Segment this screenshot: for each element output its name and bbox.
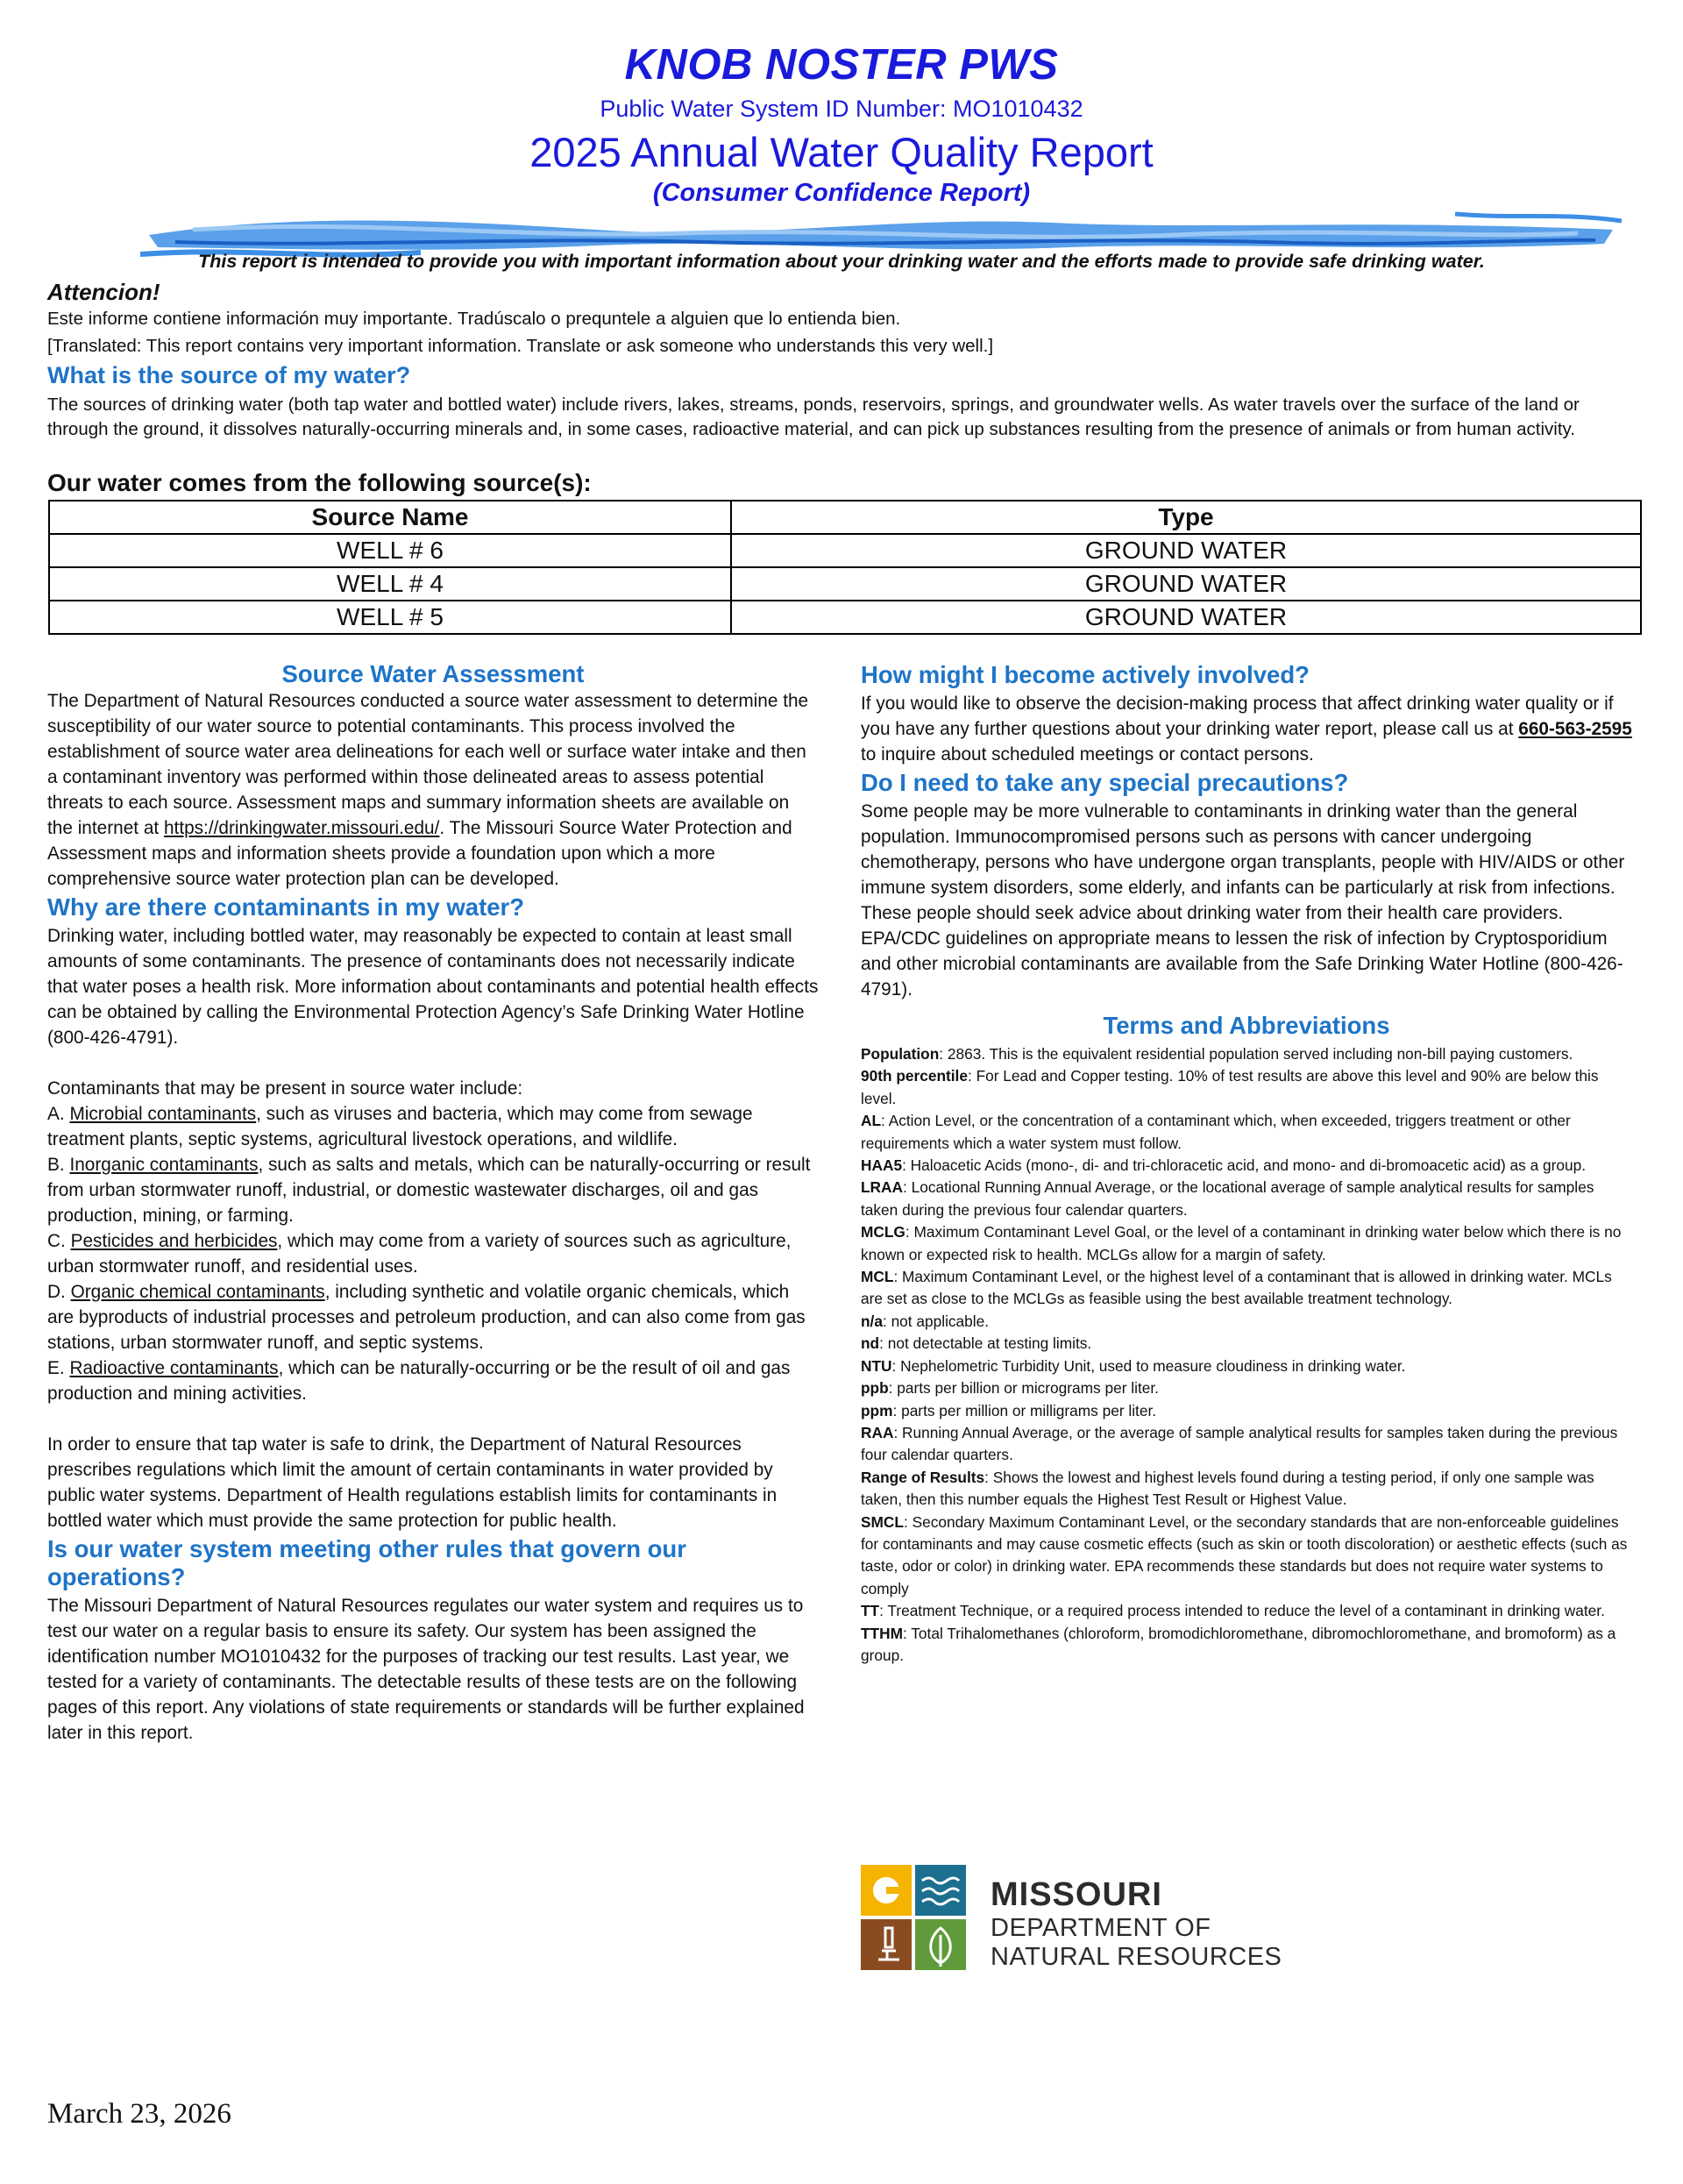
item-prefix: D.: [47, 1282, 71, 1302]
term-definition: : Maximum Contaminant Level, or the highest level of a contaminant that is allowed in drinking water. MCLs are set as close to the MCLGs as feasible using the best available treatment technology.: [861, 1268, 1612, 1308]
contaminant-text: , which may come from a variety of sources such as agriculture, urban stormwater runoff, and residential uses.: [47, 1231, 792, 1277]
source-table: [48, 500, 1642, 635]
term-label: MCLG: [861, 1223, 905, 1241]
term-ppb: [861, 1377, 1632, 1399]
system-name: KNOB NOSTER PWS: [624, 41, 1059, 89]
logo-missouri-text: MISSOURI: [991, 1876, 1162, 1913]
table-cell-type: GROUND WATER: [731, 601, 1641, 634]
term-definition: : 2863. This is the equivalent residential population served including non-bill paying customers.: [939, 1045, 1573, 1063]
term-ntu: [861, 1355, 1632, 1377]
source-body: The sources of drinking water (both tap water and bottled water) include rivers, lakes, streams, ponds, reservoirs, springs, and groundwater wells. As water travels over the surface of the land or through the ground, it dissolves naturally-occurring minerals and, in some cases, radioactive material, and can pick up substances resulting from the presence of animals or from human activity.: [47, 395, 1580, 439]
table-header-row: [49, 501, 1641, 534]
term-tt: [861, 1600, 1632, 1622]
contaminant-term: Organic chemical contaminants: [70, 1282, 325, 1302]
right-column: [861, 659, 1632, 1667]
term-definition: : parts per million or milligrams per liter.: [892, 1401, 1157, 1419]
term-label: HAA5: [861, 1156, 903, 1175]
contaminant-item-a: [47, 1101, 819, 1152]
term-label: MCL: [861, 1268, 894, 1286]
term-label: NTU: [861, 1356, 892, 1375]
attencion-translated: [Translated: This report contains very important information. Translate or ask someone who understands this very well.]: [47, 336, 994, 356]
contaminant-term: Inorganic contaminants: [69, 1155, 259, 1175]
term-mcl: [861, 1266, 1632, 1311]
sun-bar: [886, 1887, 905, 1894]
term-lraa: [861, 1177, 1632, 1221]
table-row: [49, 567, 1641, 601]
terms-heading: Terms and Abbreviations: [1103, 1012, 1390, 1039]
term-label: 90th percentile: [861, 1067, 968, 1085]
term-al: [861, 1110, 1632, 1155]
term-smcl: [861, 1512, 1632, 1601]
term-definition: : Running Annual Average, or the average of sample analytical results for samples taken during the previous four calendar quarters.: [861, 1423, 1618, 1464]
report-title: 2025 Annual Water Quality Report: [529, 129, 1154, 175]
contaminant-item-e: [47, 1355, 819, 1406]
term-definition: : Locational Running Annual Average, or the locational average of sample analytical results for samples taken during the previous four calendar quarters.: [861, 1178, 1594, 1219]
table-row: [49, 534, 1641, 567]
contaminant-text: , such as salts and metals, which can be naturally-occurring or result from urban stormwater runoff, industrial, or domestic wastewater discharges, oil and gas production, mining, or farming.: [47, 1155, 811, 1226]
column-header-type: Type: [731, 501, 1641, 534]
contaminant-text: , which can be naturally-occurring or be the result of oil and gas production and mining activities.: [47, 1358, 791, 1404]
table-cell-type: GROUND WATER: [731, 567, 1641, 601]
term-definition: : not detectable at testing limits.: [879, 1334, 1092, 1353]
rules-heading: Is our water system meeting other rules that govern our operations?: [47, 1535, 686, 1590]
contaminant-item-c: [47, 1228, 819, 1279]
term-tthm: [861, 1623, 1632, 1668]
swa-body-part2: . The Missouri Source Water Protection and Assessment maps and information sheets provide a foundation upon which a more comprehensive source water protection plan can be developed.: [47, 818, 792, 889]
why-heading: Why are there contaminants in my water?: [47, 893, 525, 921]
source-heading: What is the source of my water?: [47, 362, 411, 388]
term-definition: : Total Trihalomethanes (chloroform, bromodichloromethane, dibromochloromethane, and bromoform) as a group.: [861, 1624, 1616, 1664]
attencion-heading: Attencion!: [47, 279, 160, 305]
terms-list: [861, 1043, 1632, 1667]
rules-body: The Missouri Department of Natural Resources regulates our water system and requires us to test our water on a regular basis to ensure its safety. Our system has been assigned the identification number MO1010432 for the purposes of tracking our test results. Last year, we tested for a variety of contaminants. The detectable results of these tests are on the following pages of this report. Any violations of state requirements or standards will be further explained later in this report.: [47, 1596, 805, 1743]
table-row: [49, 601, 1641, 634]
report-subtitle: (Consumer Confidence Report): [652, 179, 1031, 207]
involved-body: [861, 691, 1632, 767]
term-definition: : Treatment Technique, or a required process intended to reduce the level of a contaminant in drinking water.: [879, 1602, 1605, 1620]
term-definition: : Haloacetic Acids (mono-, di- and tri-chloracetic acid, and mono- and di-bromoacetic acid) as a group.: [902, 1156, 1587, 1175]
term-label: nd: [861, 1334, 880, 1353]
contaminant-term: Radioactive contaminants: [69, 1358, 279, 1378]
term-definition: : Nephelometric Turbidity Unit, used to measure cloudiness in drinking water.: [891, 1356, 1406, 1375]
term-haa5: [861, 1155, 1632, 1177]
term-definition: : Action Level, or the concentration of a contaminant which, when exceeded, triggers treatment or other requirements which a water system must follow.: [861, 1112, 1571, 1152]
precautions-heading: Do I need to take any special precautions?: [861, 769, 1349, 796]
left-column: [47, 659, 819, 1746]
contaminant-item-b: [47, 1152, 819, 1228]
safe-water-body: In order to ensure that tap water is safe to drink, the Department of Natural Resources prescribes regulations which limit the amount of certain contaminants in water provided by public water systems. Department of Health regulations establish limits for contaminants in bottled water which must provide the same protection for public health.: [47, 1434, 778, 1531]
item-prefix: A.: [47, 1104, 70, 1124]
term-label: TT: [861, 1602, 880, 1620]
swa-body: [47, 688, 819, 892]
term-label: AL: [861, 1112, 882, 1130]
table-cell-source: WELL # 5: [49, 601, 731, 634]
item-prefix: E.: [47, 1358, 70, 1378]
table-cell-source: WELL # 6: [49, 534, 731, 567]
source-table-heading: Our water comes from the following source(s):: [47, 469, 592, 496]
term-label: TTHM: [861, 1624, 903, 1642]
column-header-source-name: Source Name: [49, 501, 731, 534]
table-cell-source: WELL # 4: [49, 567, 731, 601]
contaminants-intro: Contaminants that may be present in source water include:: [47, 1078, 523, 1099]
logo-department-text: DEPARTMENT OF: [991, 1914, 1211, 1942]
contaminant-item-d: [47, 1279, 819, 1355]
term-definition: : Maximum Contaminant Level Goal, or the level of a contaminant in drinking water below which there is no known or expected risk to health. MCLGs allow for a margin of safety.: [861, 1223, 1622, 1263]
term-na: [861, 1311, 1632, 1333]
swa-link[interactable]: https://drinkingwater.missouri.edu/: [163, 818, 440, 838]
term-definition: : Shows the lowest and highest levels found during a testing period, if only one sample was taken, then this number equals the Highest Test Result or Highest Value.: [861, 1468, 1594, 1509]
attencion-spanish: Este informe contiene información muy importante. Tradúscalo o prequntele a alguien que lo entienda bien.: [47, 309, 901, 329]
table-cell-type: GROUND WATER: [731, 534, 1641, 567]
term-mclg: [861, 1221, 1632, 1266]
contaminant-text: , such as viruses and bacteria, which may come from sewage treatment plants, septic systems, agricultural livestock operations, and wildlife.: [47, 1104, 753, 1149]
term-label: Population: [861, 1045, 940, 1063]
involved-body-part1: If you would like to observe the decision-making process that affect drinking water quality or if you have any further questions about your drinking water report, please call us at: [861, 694, 1614, 739]
term-range-of-results: [861, 1467, 1632, 1512]
term-label: n/a: [861, 1312, 883, 1330]
term-nd: [861, 1333, 1632, 1355]
swa-body-part1: The Department of Natural Resources conducted a source water assessment to determine the susceptibility of our water source to potential contaminants. This process involved the establishment of source water area delineations for each well or surface water intake and then a contaminant inventory was performed within those delineated areas to assess potential threats to each source. Assessment maps and summary information sheets are available on the internet at: [47, 691, 809, 838]
term-label: SMCL: [861, 1512, 904, 1531]
swa-heading: Source Water Assessment: [281, 660, 585, 687]
term-ppm: [861, 1400, 1632, 1422]
term-90th-percentile: [861, 1065, 1632, 1110]
term-population: [861, 1043, 1632, 1065]
term-label: ppb: [861, 1379, 889, 1398]
term-raa: [861, 1422, 1632, 1467]
logo-natural-resources-text: NATURAL RESOURCES: [991, 1943, 1282, 1971]
footer-date: March 23, 2026: [47, 2098, 231, 2130]
item-prefix: C.: [47, 1231, 71, 1251]
involved-body-part2: to inquire about scheduled meetings or contact persons.: [861, 744, 1314, 765]
term-definition: : not applicable.: [882, 1312, 990, 1330]
contaminant-term: Pesticides and herbicides: [70, 1231, 278, 1251]
term-label: ppm: [861, 1401, 893, 1419]
term-definition: : Secondary Maximum Contaminant Level, or the secondary standards that are non-enforceable guidelines for contaminants and may cause cosmetic effects (such as skin or tooth discoloration) or aesthetic effects (such as taste, odor or color) in drinking water. EPA recommends these standards but does not require water systems to comply: [861, 1512, 1628, 1597]
term-label: LRAA: [861, 1178, 903, 1197]
intro-statement: This report is intended to provide you with important information about your drinking water and the efforts made to provide safe drinking water.: [198, 251, 1485, 272]
item-prefix: B.: [47, 1155, 70, 1175]
phone-number-link[interactable]: 660-563-2595: [1518, 719, 1632, 739]
why-body: Drinking water, including bottled water, may reasonably be expected to contain at least small amounts of some contaminants. The presence of contaminants does not necessarily indicate that water poses a health risk. More information about contaminants and potential health effects can be obtained by calling the Environmental Protection Agency’s Safe Drinking Water Hotline (800-426-4791).: [47, 926, 819, 1048]
contaminant-term: Microbial contaminants: [69, 1104, 257, 1124]
term-label: RAA: [861, 1423, 894, 1441]
precautions-body: Some people may be more vulnerable to contaminants in drinking water than the general population. Immunocompromised persons such as persons with cancer undergoing chemotherapy, persons who have undergone organ transplants, people with HIV/AIDS or other immune system disorders, some elderly, and infants can be particularly at risk from infections. These people should seek advice about drinking water from their health care providers. EPA/CDC guidelines on appropriate means to lessen the risk of infection by Cryptosporidium and other microbial contaminants are available from the Safe Drinking Water Hotline (800-426-4791).: [861, 801, 1625, 1000]
term-label: Range of Results: [861, 1468, 985, 1486]
term-definition: : parts per billion or micrograms per liter.: [888, 1379, 1159, 1398]
system-id: Public Water System ID Number: MO1010432: [600, 96, 1083, 122]
contaminant-text: , including synthetic and volatile organic chemicals, which are byproducts of industrial processes and petroleum production, and can also come from gas stations, urban stormwater runoff, and septic systems.: [47, 1282, 806, 1353]
term-definition: : For Lead and Copper testing. 10% of test results are above this level and 90% are below this level.: [861, 1067, 1599, 1107]
involved-heading: How might I become actively involved?: [861, 661, 1310, 688]
